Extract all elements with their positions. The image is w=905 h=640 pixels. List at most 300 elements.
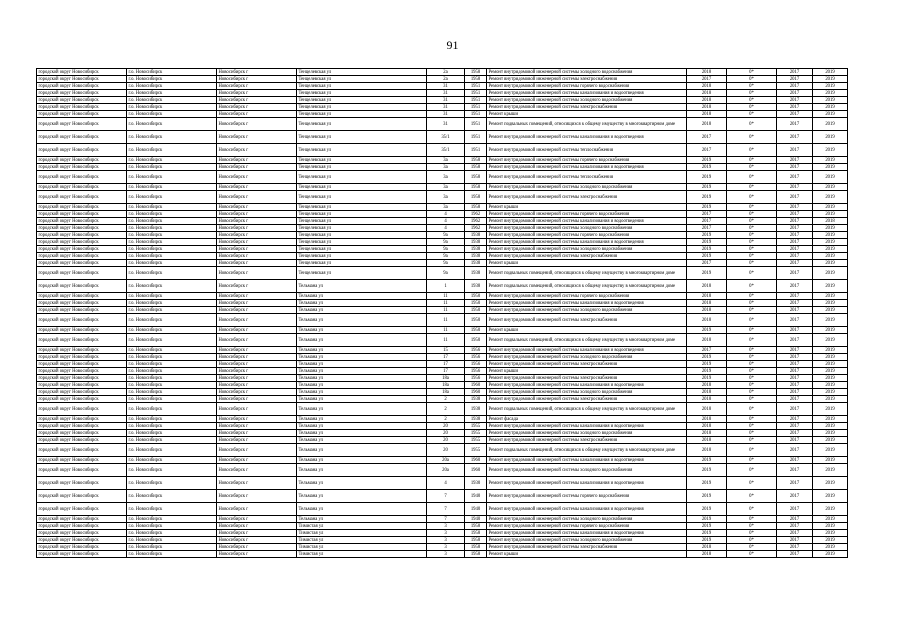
house-cell: 18а [427, 389, 465, 396]
plan-year-cell: 2017 [687, 347, 727, 354]
end-year-cell: 2019 [813, 204, 848, 211]
work-cell: Ремонт внутридомовой инженерной системы холодного водоснабжения [487, 430, 687, 437]
plan-year-cell: 2018 [687, 111, 727, 118]
house-cell: 3 [427, 530, 465, 537]
plan-year-cell: 2017 [687, 76, 727, 83]
city-cell: Новосибирск г [217, 280, 297, 293]
percent-cell: 0* [727, 157, 777, 164]
district-cell: городской округ Новосибирск [37, 225, 127, 232]
start-year-cell: 2017 [777, 403, 813, 416]
percent-cell: 0* [727, 232, 777, 239]
house-cell: 3а [427, 204, 465, 211]
house-cell: 11 [427, 334, 465, 347]
district-cell: городской округ Новосибирск [37, 368, 127, 375]
district-cell: городской округ Новосибирск [37, 300, 127, 307]
district-cell: городской округ Новосибирск [37, 104, 127, 111]
house-cell: 9а [427, 260, 465, 267]
district-cell: городской округ Новосибирск [37, 97, 127, 104]
start-year-cell: 2017 [777, 104, 813, 111]
plan-year-cell: 2018 [687, 104, 727, 111]
okrug-cell: г.о. Новосибирск [127, 354, 217, 361]
plan-year-cell: 2018 [687, 83, 727, 90]
okrug-cell: г.о. Новосибирск [127, 267, 217, 280]
year-cell: 1955 [465, 437, 487, 444]
table-row [37, 131, 848, 144]
district-cell: городской округ Новосибирск [37, 354, 127, 361]
okrug-cell: г.о. Новосибирск [127, 253, 217, 260]
okrug-cell: г.о. Новосибирск [127, 97, 217, 104]
year-cell: 1960 [465, 464, 487, 477]
start-year-cell: 2017 [777, 144, 813, 157]
plan-year-cell: 2017 [687, 225, 727, 232]
year-cell: 1950 [465, 334, 487, 347]
end-year-cell: 2019 [813, 239, 848, 246]
work-cell: Ремонт внутридомовой инженерной системы электроснабжения [487, 544, 687, 551]
okrug-cell: г.о. Новосибирск [127, 361, 217, 368]
house-cell: 17 [427, 368, 465, 375]
end-year-cell: 2019 [813, 253, 848, 260]
table-row [37, 260, 848, 267]
street-cell: Тельмана ул [297, 280, 427, 293]
start-year-cell: 2017 [777, 69, 813, 76]
street-cell: Тимистая ул [297, 530, 427, 537]
percent-cell: 0* [727, 97, 777, 104]
city-cell: Новосибирск г [217, 211, 297, 218]
end-year-cell: 2019 [813, 334, 848, 347]
end-year-cell: 2019 [813, 464, 848, 477]
percent-cell: 0* [727, 490, 777, 503]
plan-year-cell: 2019 [687, 204, 727, 211]
start-year-cell: 2017 [777, 537, 813, 544]
house-cell: 2а [427, 69, 465, 76]
start-year-cell: 2017 [777, 260, 813, 267]
work-cell: Ремонт внутридомовой инженерной системы канализования и водоотведения [487, 239, 687, 246]
end-year-cell: 2019 [813, 69, 848, 76]
city-cell: Новосибирск г [217, 204, 297, 211]
okrug-cell: г.о. Новосибирск [127, 375, 217, 382]
district-cell: городской округ Новосибирск [37, 375, 127, 382]
plan-year-cell: 2019 [687, 537, 727, 544]
street-cell: Тельмана ул [297, 503, 427, 516]
start-year-cell: 2017 [777, 131, 813, 144]
table-row [37, 211, 848, 218]
plan-year-cell: 2019 [687, 267, 727, 280]
plan-year-cell: 2019 [687, 246, 727, 253]
table-row [37, 232, 848, 239]
plan-year-cell: 2019 [687, 457, 727, 464]
city-cell: Новосибирск г [217, 503, 297, 516]
district-cell: городской округ Новосибирск [37, 211, 127, 218]
city-cell: Новосибирск г [217, 83, 297, 90]
start-year-cell: 2017 [777, 225, 813, 232]
house-cell: 17 [427, 361, 465, 368]
work-cell: Ремонт внутридомовой инженерной системы канализования и водоотведения [487, 457, 687, 464]
percent-cell: 0* [727, 457, 777, 464]
okrug-cell: г.о. Новосибирск [127, 444, 217, 457]
percent-cell: 0* [727, 416, 777, 423]
district-cell: городской округ Новосибирск [37, 430, 127, 437]
year-cell: 1938 [465, 396, 487, 403]
street-cell: Тенцелевская ул [297, 218, 427, 225]
start-year-cell: 2017 [777, 375, 813, 382]
work-cell: Ремонт крыши [487, 368, 687, 375]
start-year-cell: 2017 [777, 218, 813, 225]
end-year-cell: 2019 [813, 544, 848, 551]
end-year-cell: 2019 [813, 382, 848, 389]
city-cell: Новосибирск г [217, 225, 297, 232]
street-cell: Тельмана ул [297, 375, 427, 382]
house-cell: 3 [427, 551, 465, 558]
end-year-cell: 2019 [813, 490, 848, 503]
end-year-cell: 2019 [813, 551, 848, 558]
table-row [37, 354, 848, 361]
street-cell: Тельмана ул [297, 416, 427, 423]
year-cell: 1962 [465, 211, 487, 218]
okrug-cell: г.о. Новосибирск [127, 144, 217, 157]
district-cell: городской округ Новосибирск [37, 131, 127, 144]
work-cell: Ремонт внутридомовой инженерной системы канализования и водоотведения [487, 131, 687, 144]
district-cell: городской округ Новосибирск [37, 307, 127, 314]
city-cell: Новосибирск г [217, 361, 297, 368]
percent-cell: 0* [727, 239, 777, 246]
plan-year-cell: 2018 [687, 416, 727, 423]
city-cell: Новосибирск г [217, 327, 297, 334]
street-cell: Тельмана ул [297, 307, 427, 314]
city-cell: Новосибирск г [217, 111, 297, 118]
table-row [37, 375, 848, 382]
city-cell: Новосибирск г [217, 516, 297, 523]
okrug-cell: г.о. Новосибирск [127, 544, 217, 551]
district-cell: городской округ Новосибирск [37, 477, 127, 490]
work-cell: Ремонт крыши [487, 260, 687, 267]
district-cell: городской округ Новосибирск [37, 314, 127, 327]
end-year-cell: 2019 [813, 211, 848, 218]
start-year-cell: 2017 [777, 204, 813, 211]
house-cell: 20 [427, 423, 465, 430]
okrug-cell: г.о. Новосибирск [127, 69, 217, 76]
work-cell: Ремонт внутридомовой инженерной системы электроснабжения [487, 361, 687, 368]
percent-cell: 0* [727, 253, 777, 260]
district-cell: городской округ Новосибирск [37, 111, 127, 118]
district-cell: городской округ Новосибирск [37, 267, 127, 280]
start-year-cell: 2017 [777, 184, 813, 191]
okrug-cell: г.о. Новосибирск [127, 191, 217, 204]
year-cell: 1950 [465, 314, 487, 327]
work-cell: Ремонт внутридомовой инженерной системы электроснабжения [487, 253, 687, 260]
start-year-cell: 2017 [777, 157, 813, 164]
table-row [37, 184, 848, 191]
percent-cell: 0* [727, 191, 777, 204]
plan-year-cell: 2019 [687, 530, 727, 537]
city-cell: Новосибирск г [217, 157, 297, 164]
okrug-cell: г.о. Новосибирск [127, 104, 217, 111]
end-year-cell: 2019 [813, 90, 848, 97]
street-cell: Тельмана ул [297, 389, 427, 396]
year-cell: 1938 [465, 232, 487, 239]
start-year-cell: 2017 [777, 382, 813, 389]
table-row [37, 382, 848, 389]
end-year-cell: 2019 [813, 118, 848, 131]
work-cell: Ремонт внутридомовой инженерной системы теплоснабжения [487, 144, 687, 157]
table-row [37, 157, 848, 164]
street-cell: Тенцелевская ул [297, 253, 427, 260]
table-row [37, 204, 848, 211]
end-year-cell: 2019 [813, 416, 848, 423]
work-cell: Ремонт внутридомовой инженерной системы холодного водоснабжения [487, 389, 687, 396]
city-cell: Новосибирск г [217, 118, 297, 131]
end-year-cell: 2019 [813, 537, 848, 544]
city-cell: Новосибирск г [217, 530, 297, 537]
work-cell: Ремонт подвальных помещений, относящихся к общему имуществу в многоквартирном доме [487, 280, 687, 293]
street-cell: Тимистая ул [297, 537, 427, 544]
work-cell: Ремонт внутридомовой инженерной системы горячего водоснабжения [487, 211, 687, 218]
table-row [37, 416, 848, 423]
street-cell: Тельмана ул [297, 382, 427, 389]
work-cell: Ремонт внутридомовой инженерной системы горячего водоснабжения [487, 83, 687, 90]
work-cell: Ремонт подвальных помещений, относящихся к общему имуществу в многоквартирном доме [487, 118, 687, 131]
start-year-cell: 2017 [777, 430, 813, 437]
year-cell: 1938 [465, 267, 487, 280]
city-cell: Новосибирск г [217, 382, 297, 389]
work-cell: Ремонт внутридомовой инженерной системы холодного водоснабжения [487, 97, 687, 104]
end-year-cell: 2019 [813, 131, 848, 144]
year-cell: 1930 [465, 477, 487, 490]
year-cell: 1958 [465, 523, 487, 530]
percent-cell: 0* [727, 184, 777, 191]
city-cell: Новосибирск г [217, 444, 297, 457]
okrug-cell: г.о. Новосибирск [127, 347, 217, 354]
start-year-cell: 2017 [777, 354, 813, 361]
house-cell: 9а [427, 246, 465, 253]
start-year-cell: 2017 [777, 280, 813, 293]
percent-cell: 0* [727, 537, 777, 544]
city-cell: Новосибирск г [217, 354, 297, 361]
percent-cell: 0* [727, 111, 777, 118]
end-year-cell: 2019 [813, 389, 848, 396]
plan-year-cell: 2018 [687, 97, 727, 104]
work-cell: Ремонт внутридомовой инженерной системы холодного водоснабжения [487, 537, 687, 544]
house-cell: 31 [427, 104, 465, 111]
end-year-cell: 2019 [813, 307, 848, 314]
city-cell: Новосибирск г [217, 267, 297, 280]
street-cell: Тельмана ул [297, 477, 427, 490]
okrug-cell: г.о. Новосибирск [127, 430, 217, 437]
house-cell: 11 [427, 327, 465, 334]
percent-cell: 0* [727, 444, 777, 457]
street-cell: Тельмана ул [297, 361, 427, 368]
okrug-cell: г.о. Новосибирск [127, 457, 217, 464]
percent-cell: 0* [727, 314, 777, 327]
year-cell: 1951 [465, 131, 487, 144]
district-cell: городской округ Новосибирск [37, 551, 127, 558]
start-year-cell: 2017 [777, 503, 813, 516]
table-row [37, 444, 848, 457]
plan-year-cell: 2018 [687, 382, 727, 389]
end-year-cell: 2019 [813, 111, 848, 118]
house-cell: 3 [427, 544, 465, 551]
percent-cell: 0* [727, 347, 777, 354]
district-cell: городской округ Новосибирск [37, 69, 127, 76]
plan-year-cell: 2018 [687, 403, 727, 416]
house-cell: 3а [427, 164, 465, 171]
district-cell: городской округ Новосибирск [37, 90, 127, 97]
percent-cell: 0* [727, 389, 777, 396]
percent-cell: 0* [727, 104, 777, 111]
city-cell: Новосибирск г [217, 69, 297, 76]
city-cell: Новосибирск г [217, 416, 297, 423]
city-cell: Новосибирск г [217, 464, 297, 477]
year-cell: 1958 [465, 69, 487, 76]
district-cell: городской округ Новосибирск [37, 523, 127, 530]
city-cell: Новосибирск г [217, 300, 297, 307]
district-cell: городской округ Новосибирск [37, 334, 127, 347]
street-cell: Тенцелевская ул [297, 239, 427, 246]
house-cell: 7 [427, 503, 465, 516]
house-cell: 11 [427, 300, 465, 307]
end-year-cell: 2019 [813, 232, 848, 239]
work-cell: Ремонт подвальных помещений, относящихся к общему имуществу в многоквартирном доме [487, 267, 687, 280]
house-cell: 11 [427, 314, 465, 327]
okrug-cell: г.о. Новосибирск [127, 523, 217, 530]
year-cell: 1960 [465, 389, 487, 396]
house-cell: 31 [427, 111, 465, 118]
table-row [37, 104, 848, 111]
plan-year-cell: 2017 [687, 218, 727, 225]
city-cell: Новосибирск г [217, 423, 297, 430]
work-cell: Ремонт внутридомовой инженерной системы холодного водоснабжения [487, 516, 687, 523]
house-cell: 1 [427, 280, 465, 293]
start-year-cell: 2017 [777, 76, 813, 83]
street-cell: Тельмана ул [297, 396, 427, 403]
okrug-cell: г.о. Новосибирск [127, 389, 217, 396]
house-cell: 3 [427, 537, 465, 544]
year-cell: 1951 [465, 118, 487, 131]
house-cell: 2 [427, 416, 465, 423]
table-row [37, 327, 848, 334]
city-cell: Новосибирск г [217, 403, 297, 416]
percent-cell: 0* [727, 354, 777, 361]
street-cell: Тельмана ул [297, 403, 427, 416]
table-row [37, 403, 848, 416]
start-year-cell: 2017 [777, 90, 813, 97]
okrug-cell: г.о. Новосибирск [127, 314, 217, 327]
end-year-cell: 2019 [813, 191, 848, 204]
end-year-cell: 2019 [813, 361, 848, 368]
end-year-cell: 2019 [813, 403, 848, 416]
house-cell: 11 [427, 293, 465, 300]
year-cell: 1955 [465, 423, 487, 430]
okrug-cell: г.о. Новосибирск [127, 307, 217, 314]
end-year-cell: 2019 [813, 530, 848, 537]
start-year-cell: 2017 [777, 191, 813, 204]
house-cell: 2 [427, 403, 465, 416]
city-cell: Новосибирск г [217, 523, 297, 530]
percent-cell: 0* [727, 211, 777, 218]
city-cell: Новосибирск г [217, 164, 297, 171]
street-cell: Тельмана ул [297, 444, 427, 457]
start-year-cell: 2017 [777, 171, 813, 184]
plan-year-cell: 2019 [687, 375, 727, 382]
district-cell: городской округ Новосибирск [37, 239, 127, 246]
street-cell: Тельмана ул [297, 516, 427, 523]
okrug-cell: г.о. Новосибирск [127, 280, 217, 293]
district-cell: городской округ Новосибирск [37, 118, 127, 131]
start-year-cell: 2017 [777, 253, 813, 260]
work-cell: Ремонт крыши [487, 327, 687, 334]
work-cell: Ремонт внутридомовой инженерной системы электроснабжения [487, 437, 687, 444]
percent-cell: 0* [727, 375, 777, 382]
start-year-cell: 2017 [777, 389, 813, 396]
work-cell: Ремонт внутридомовой инженерной системы электроснабжения [487, 76, 687, 83]
table-row [37, 537, 848, 544]
percent-cell: 0* [727, 361, 777, 368]
end-year-cell: 2019 [813, 260, 848, 267]
street-cell: Тельмана ул [297, 354, 427, 361]
end-year-cell: 2019 [813, 523, 848, 530]
okrug-cell: г.о. Новосибирск [127, 171, 217, 184]
table-row [37, 396, 848, 403]
start-year-cell: 2017 [777, 211, 813, 218]
street-cell: Тенцелевская ул [297, 225, 427, 232]
table-row [37, 191, 848, 204]
end-year-cell: 2019 [813, 97, 848, 104]
work-cell: Ремонт внутридомовой инженерной системы канализования и водоотведения [487, 347, 687, 354]
year-cell: 1951 [465, 104, 487, 111]
district-cell: городской округ Новосибирск [37, 184, 127, 191]
percent-cell: 0* [727, 267, 777, 280]
end-year-cell: 2019 [813, 83, 848, 90]
plan-year-cell: 2019 [687, 327, 727, 334]
percent-cell: 0* [727, 260, 777, 267]
district-cell: городской округ Новосибирск [37, 396, 127, 403]
percent-cell: 0* [727, 516, 777, 523]
year-cell: 1958 [465, 157, 487, 164]
table-row [37, 314, 848, 327]
city-cell: Новосибирск г [217, 239, 297, 246]
work-cell: Ремонт фасада [487, 416, 687, 423]
city-cell: Новосибирск г [217, 437, 297, 444]
street-cell: Тенцелевская ул [297, 69, 427, 76]
table-row [37, 503, 848, 516]
percent-cell: 0* [727, 131, 777, 144]
district-cell: городской округ Новосибирск [37, 293, 127, 300]
end-year-cell: 2019 [813, 280, 848, 293]
street-cell: Тимистая ул [297, 523, 427, 530]
house-cell: 4 [427, 477, 465, 490]
year-cell: 1958 [465, 184, 487, 191]
street-cell: Тенцелевская ул [297, 104, 427, 111]
percent-cell: 0* [727, 218, 777, 225]
city-cell: Новосибирск г [217, 232, 297, 239]
house-cell: 2 [427, 396, 465, 403]
okrug-cell: г.о. Новосибирск [127, 111, 217, 118]
street-cell: Тенцелевская ул [297, 191, 427, 204]
street-cell: Тенцелевская ул [297, 232, 427, 239]
work-cell: Ремонт внутридомовой инженерной системы горячего водоснабжения [487, 490, 687, 503]
city-cell: Новосибирск г [217, 551, 297, 558]
okrug-cell: г.о. Новосибирск [127, 239, 217, 246]
end-year-cell: 2019 [813, 164, 848, 171]
percent-cell: 0* [727, 204, 777, 211]
start-year-cell: 2017 [777, 368, 813, 375]
district-cell: городской округ Новосибирск [37, 516, 127, 523]
plan-year-cell: 2018 [687, 307, 727, 314]
table-row [37, 218, 848, 225]
district-cell: городской округ Новосибирск [37, 260, 127, 267]
house-cell: 7 [427, 490, 465, 503]
plan-year-cell: 2019 [687, 171, 727, 184]
start-year-cell: 2017 [777, 523, 813, 530]
